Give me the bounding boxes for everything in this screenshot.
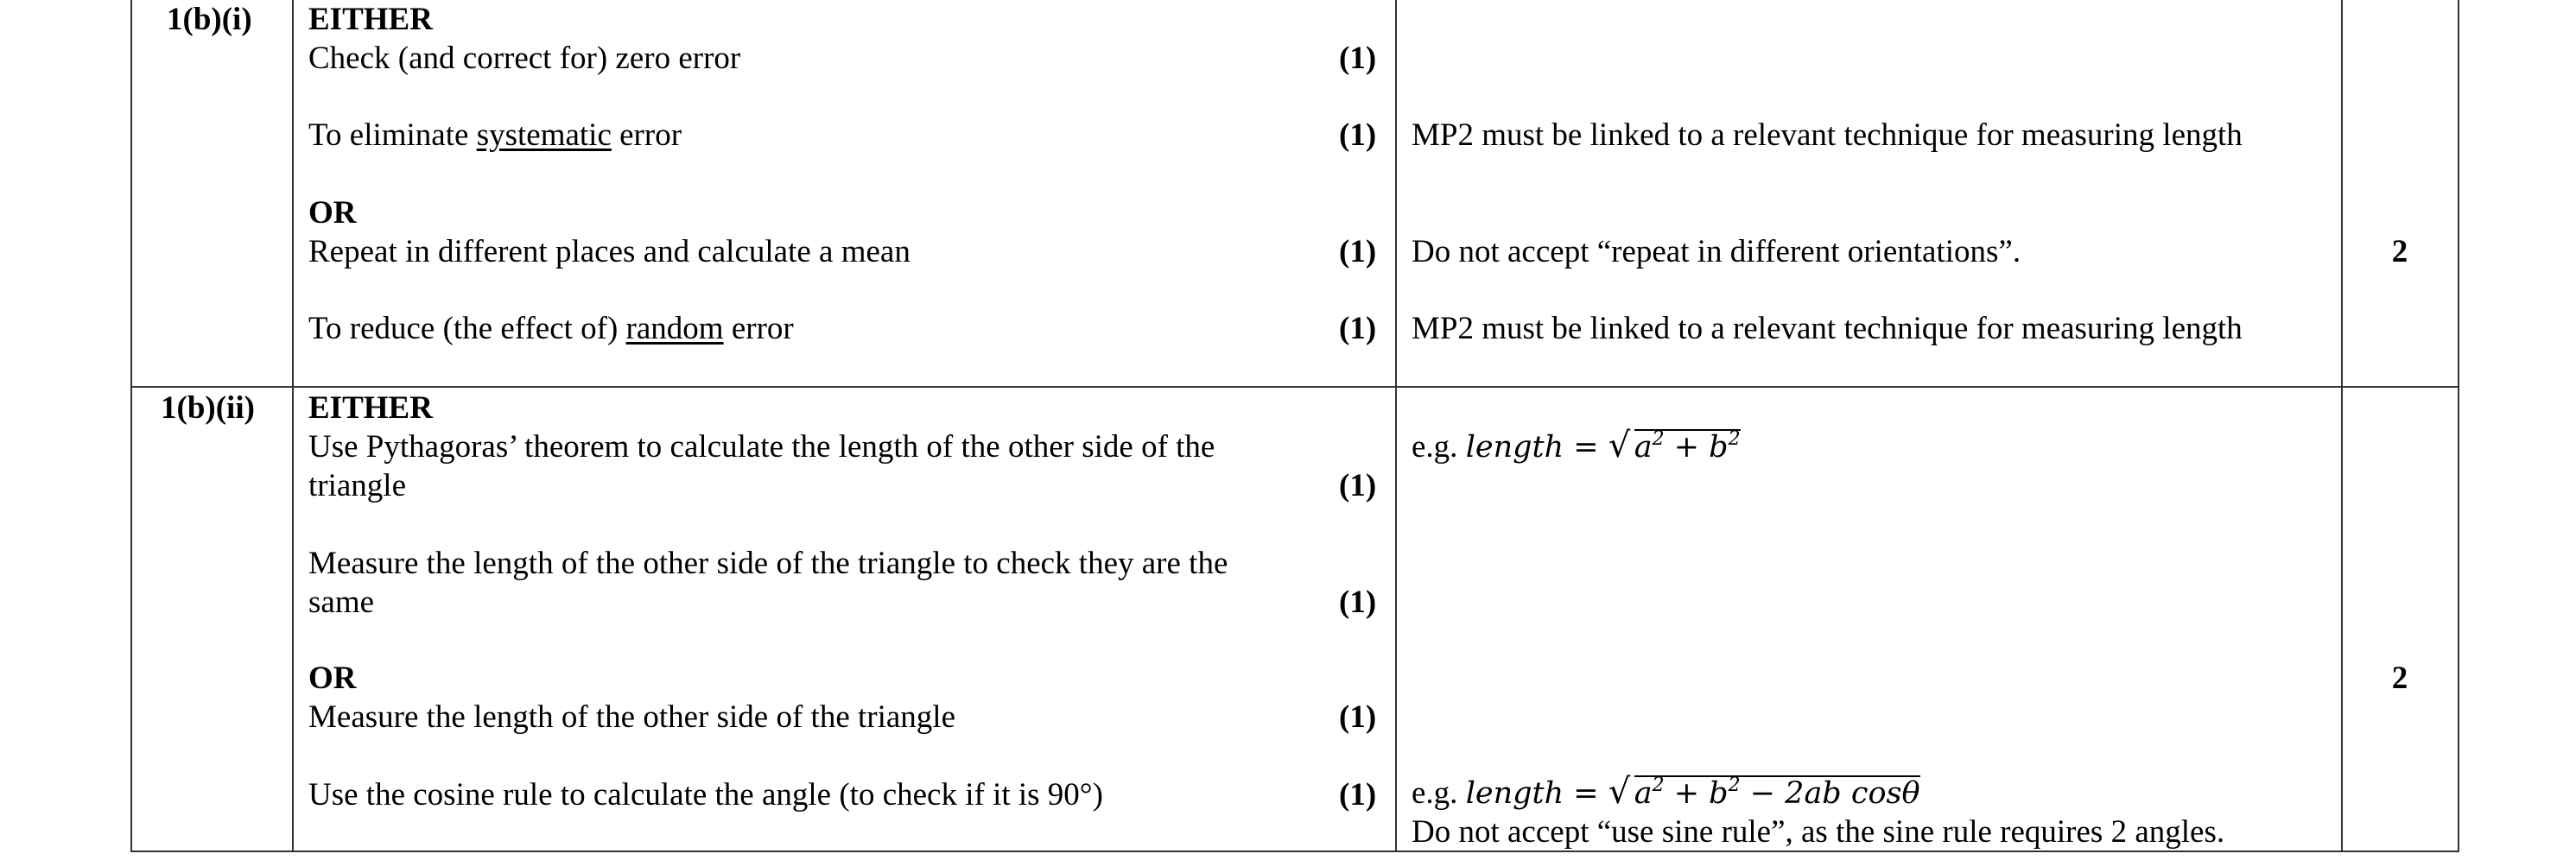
radicand: $a^2 + b^2$ <box>1634 428 1741 465</box>
guidance-text: MP2 must be linked to a relevant technique for measuring length <box>1412 311 2243 346</box>
answer-text: Measure the length of the other side of the triangle <box>308 699 955 735</box>
column-divider-total <box>2341 0 2343 851</box>
guidance-text: Do not accept “repeat in different orientations”. <box>1412 234 2021 269</box>
mark: (1) <box>1339 41 1377 76</box>
answer-text-continued: same <box>308 585 375 620</box>
answer-underlined-term: random <box>625 311 724 346</box>
column-divider-answer <box>292 0 294 851</box>
mark: (1) <box>1339 117 1377 153</box>
answer-text-part: To reduce (the effect of) <box>308 311 626 346</box>
radical-sign-icon: √ <box>1608 426 1631 465</box>
mark: (1) <box>1339 777 1377 813</box>
answer-text: Check (and correct for) zero error <box>308 41 741 76</box>
answer-heading: OR <box>308 195 357 231</box>
answer-text: Use Pythagoras’ theorem to calculate the length of the other side of the <box>308 429 1215 465</box>
mark: (1) <box>1339 468 1377 503</box>
mark: (1) <box>1339 699 1377 735</box>
radicand: $a^2 + b^2 - 2ab$ cosθ <box>1634 775 1920 811</box>
radical-sign-icon: √ <box>1608 772 1631 812</box>
answer-text: Use the cosine rule to calculate the angle (to check if it is 90°) <box>308 777 1103 813</box>
table-border-left <box>130 0 132 851</box>
table-border-right <box>2458 0 2459 851</box>
row-divider <box>130 386 2459 388</box>
answer-text-part: error <box>611 117 682 153</box>
total-marks: 2 <box>2391 234 2408 269</box>
mark: (1) <box>1339 585 1377 620</box>
answer-text-part: error <box>723 311 794 346</box>
answer-underlined-term: systematic <box>476 117 612 153</box>
answer-text <box>308 116 682 155</box>
answer-text <box>308 309 794 348</box>
question-number: 1(b)(i) <box>167 2 252 37</box>
formula-lhs: length = <box>1465 430 1608 465</box>
answer-text-continued: triangle <box>308 468 407 503</box>
guidance-formula <box>1412 774 1920 813</box>
answer-heading: EITHER <box>308 390 433 426</box>
answer-text-part: To eliminate <box>308 117 477 153</box>
total-marks: 2 <box>2391 661 2408 696</box>
formula-lhs: length = <box>1465 776 1608 811</box>
square-root <box>1608 772 1920 813</box>
guidance-text: MP2 must be linked to a relevant technique for measuring length <box>1412 117 2243 153</box>
square-root <box>1608 428 1741 467</box>
guidance-text: Do not accept “use sine rule”, as the sine rule requires 2 angles. <box>1412 814 2225 850</box>
column-divider-guidance <box>1395 0 1397 851</box>
answer-text: Repeat in different places and calculate a mean <box>308 234 910 269</box>
mark: (1) <box>1339 311 1377 346</box>
answer-heading: EITHER <box>308 2 433 37</box>
guidance-prefix: e.g. <box>1412 429 1466 465</box>
question-number: 1(b)(ii) <box>161 390 255 426</box>
answer-text: Measure the length of the other side of the triangle to check they are the <box>308 546 1228 581</box>
guidance-formula <box>1412 427 1741 467</box>
answer-heading: OR <box>308 661 357 696</box>
mark: (1) <box>1339 234 1377 269</box>
guidance-prefix: e.g. <box>1412 775 1466 811</box>
